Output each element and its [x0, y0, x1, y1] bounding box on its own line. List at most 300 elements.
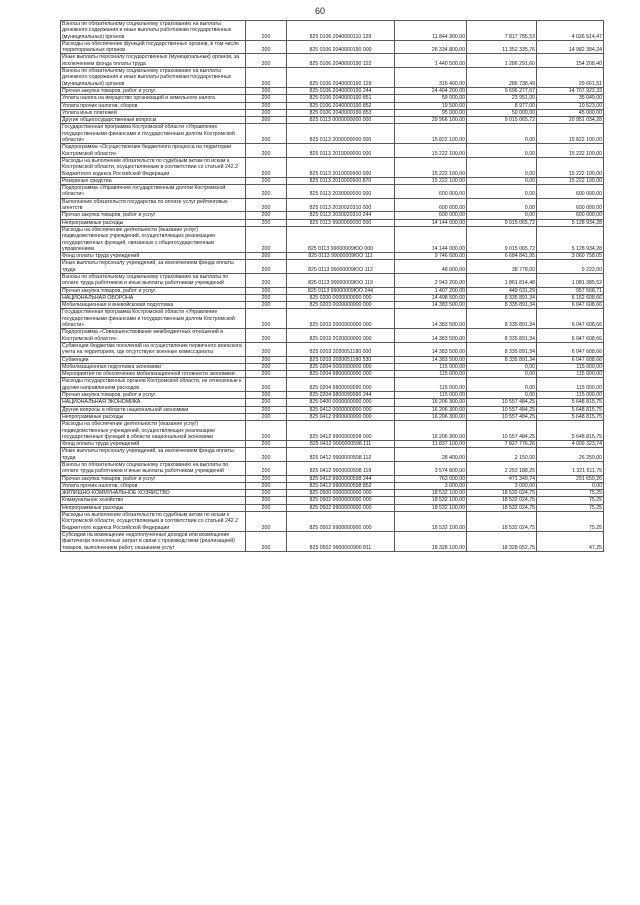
row-code-cell: 200 — [246, 87, 287, 94]
row-executed-cell: 0,00 — [467, 378, 537, 392]
row-code-cell: 200 — [246, 54, 287, 68]
row-name-cell: Резервные средства — [61, 177, 246, 184]
row-balance-cell: 4 009 323,74 — [537, 441, 604, 448]
row-code-cell: 200 — [246, 378, 287, 392]
row-classification-cell: 825 0113 2010000900 870 — [287, 177, 395, 184]
row-classification-cell: 825 0204 9800000000 000 — [287, 371, 395, 378]
row-code-cell: 200 — [246, 421, 287, 441]
row-name-cell: ЖИЛИЩНО-КОММУНАЛЬНОЕ ХОЗЯЙСТВО — [61, 490, 246, 497]
row-classification-cell: 825 0113 2030000000 000 — [287, 185, 395, 199]
row-classification-cell: 825 0113 2010000000 000 — [287, 144, 395, 158]
row-name-cell: Уплата иных платежей — [61, 109, 246, 116]
row-plan-cell: 26 334 800,00 — [395, 40, 467, 54]
row-code-cell: 200 — [246, 406, 287, 413]
row-plan-cell: 763 000,00 — [395, 475, 467, 482]
table-row — [61, 68, 604, 88]
row-executed-cell: 18 532 024,75 — [467, 504, 537, 511]
row-balance-cell: 1 081 385,52 — [537, 273, 604, 287]
row-plan-cell: 1 407 200,00 — [395, 287, 467, 294]
row-code-cell: 200 — [246, 273, 287, 287]
table-row — [61, 413, 604, 420]
table-row — [61, 40, 604, 54]
row-plan-cell: 18 328 100,00 — [395, 531, 467, 551]
row-code-cell: 200 — [246, 226, 287, 252]
row-executed-cell: 11 352 335,76 — [467, 40, 537, 54]
row-executed-cell: 10 557 484,25 — [467, 406, 537, 413]
row-code-cell: 200 — [246, 490, 287, 497]
row-code-cell: 200 — [246, 504, 287, 511]
row-balance-cell: 1 321 611,75 — [537, 462, 604, 476]
row-name-cell: Взносы по обязательному социальному страхованию на выплаты по оплате труда работников и иные выплаты работникам учреждений — [61, 462, 246, 476]
table-row — [61, 512, 604, 532]
row-code-cell: 200 — [246, 302, 287, 309]
row-balance-cell: 957 568,71 — [537, 287, 604, 294]
row-code-cell: 200 — [246, 356, 287, 363]
row-name-cell: Фонд оплаты труда учреждений — [61, 441, 246, 448]
row-code-cell: 200 — [246, 102, 287, 109]
row-executed-cell: 0,00 — [467, 198, 537, 212]
row-executed-cell: 8 335 891,34 — [467, 309, 537, 329]
row-classification-cell: 825 0203 2020000000 000 — [287, 329, 395, 343]
row-executed-cell: 6 684 841,95 — [467, 253, 537, 260]
table-row — [61, 441, 604, 448]
row-executed-cell: 18 328 052,75 — [467, 531, 537, 551]
row-code-cell: 200 — [246, 294, 287, 301]
row-plan-cell: 600 000,00 — [395, 198, 467, 212]
row-plan-cell: 3 000,00 — [395, 482, 467, 489]
row-code-cell: 200 — [246, 253, 287, 260]
row-classification-cell: 825 0502 9900000000 000 — [287, 504, 395, 511]
row-balance-cell: 600 000,00 — [537, 198, 604, 212]
row-balance-cell: 3 060 758,05 — [537, 253, 604, 260]
row-code-cell: 200 — [246, 219, 287, 226]
row-classification-cell: 825 0106 2040000190 129 — [287, 68, 395, 88]
table-row — [61, 21, 604, 41]
row-name-cell: Прочая закупка товаров, работ и услуг — [61, 212, 246, 219]
row-plan-cell: 16 206 300,00 — [395, 413, 467, 420]
row-classification-cell: 825 0113 9900000000 000 — [287, 219, 395, 226]
row-executed-cell: 8 335 891,34 — [467, 342, 537, 356]
table-row — [61, 329, 604, 343]
row-code-cell: 200 — [246, 198, 287, 212]
row-classification-cell: 825 0502 9900000900 811 — [287, 531, 395, 551]
row-code-cell: 200 — [246, 371, 287, 378]
row-code-cell: 200 — [246, 448, 287, 462]
row-name-cell: Взносы по обязательному социальному страхованию на выплаты денежного содержания и иные выплаты работникам государственных (муниципальных) органов — [61, 21, 246, 41]
row-balance-cell: 600 000,00 — [537, 212, 604, 219]
row-plan-cell: 3 574 800,00 — [395, 462, 467, 476]
row-name-cell: Непрограммные расходы — [61, 504, 246, 511]
row-executed-cell: 471 349,74 — [467, 475, 537, 482]
row-classification-cell: 825 0412 9900000598 000 — [287, 421, 395, 441]
row-classification-cell: 825 0113 2030020310 244 — [287, 212, 395, 219]
row-name-cell: Подпрограмма «Совершенствование межбюджетных отношений в Костромской области» — [61, 329, 246, 343]
table-row — [61, 392, 604, 399]
row-balance-cell: 5 128 934,28 — [537, 219, 604, 226]
table-row — [61, 421, 604, 441]
row-code-cell: 200 — [246, 144, 287, 158]
table-row — [61, 109, 604, 116]
row-balance-cell: 26 250,00 — [537, 448, 604, 462]
row-balance-cell: 6 047 608,66 — [537, 329, 604, 343]
row-classification-cell: 825 0400 0000000000 000 — [287, 399, 395, 406]
row-classification-cell: 825 0412 9900000000 000 — [287, 413, 395, 420]
row-name-cell: Мобилизационная и вневойсковая подготовка — [61, 302, 246, 309]
row-classification-cell: 825 0113 99000009ЮО 111 — [287, 253, 395, 260]
row-executed-cell: 8 335 891,34 — [467, 329, 537, 343]
row-balance-cell: 5 648 815,75 — [537, 421, 604, 441]
row-balance-cell: 6 047 608,66 — [537, 309, 604, 329]
row-plan-cell: 18 532 100,00 — [395, 497, 467, 504]
row-executed-cell: 0,00 — [467, 371, 537, 378]
row-balance-cell: 5 648 815,75 — [537, 406, 604, 413]
row-plan-cell: 24 404 200,00 — [395, 87, 467, 94]
row-balance-cell: 115 000,00 — [537, 392, 604, 399]
row-balance-cell: 6 047 608,66 — [537, 342, 604, 356]
row-balance-cell: 5 128 934,28 — [537, 226, 604, 252]
row-balance-cell: 6 047 608,66 — [537, 302, 604, 309]
row-executed-cell: 0,00 — [467, 363, 537, 370]
table-body — [61, 21, 604, 552]
row-executed-cell: 449 631,29 — [467, 287, 537, 294]
row-balance-cell: 115 000,00 — [537, 371, 604, 378]
row-executed-cell: 38 778,00 — [467, 260, 537, 274]
row-code-cell: 200 — [246, 177, 287, 184]
row-code-cell: 200 — [246, 462, 287, 476]
row-classification-cell: 825 0203 2020051180 000 — [287, 342, 395, 356]
row-balance-cell: 9 222,00 — [537, 260, 604, 274]
row-plan-cell: 15 222 100,00 — [395, 144, 467, 158]
row-plan-cell: 28 400,00 — [395, 448, 467, 462]
row-plan-cell: 14 383 500,00 — [395, 356, 467, 363]
row-executed-cell: 1 861 814,48 — [467, 273, 537, 287]
row-code-cell: 200 — [246, 309, 287, 329]
row-executed-cell: 7 817 785,53 — [467, 21, 537, 41]
row-classification-cell: 825 0412 0000000000 000 — [287, 406, 395, 413]
row-executed-cell: 0,00 — [467, 157, 537, 177]
table-row — [61, 87, 604, 94]
row-code-cell: 200 — [246, 68, 287, 88]
row-executed-cell: 286 738,49 — [467, 68, 537, 88]
table-row — [61, 260, 604, 274]
row-balance-cell: 10 523,00 — [537, 102, 604, 109]
row-executed-cell: 0,00 — [467, 185, 537, 199]
budget-execution-table — [60, 20, 604, 552]
row-executed-cell: 8 335 891,34 — [467, 294, 537, 301]
row-name-cell: Прочая закупка товаров, работ и услуг — [61, 392, 246, 399]
row-plan-cell: 11 837 100,00 — [395, 441, 467, 448]
row-classification-cell: 825 0204 9800099990 000 — [287, 378, 395, 392]
table-row — [61, 185, 604, 199]
table-row — [61, 294, 604, 301]
table-row — [61, 497, 604, 504]
row-code-cell: 200 — [246, 329, 287, 343]
table-row — [61, 117, 604, 124]
row-classification-cell: 825 0106 2040000190 244 — [287, 87, 395, 94]
row-name-cell: Уплата прочих налогов, сборов — [61, 102, 246, 109]
row-plan-cell: 48 000,00 — [395, 260, 467, 274]
row-code-cell: 200 — [246, 399, 287, 406]
table-row — [61, 102, 604, 109]
row-executed-cell: 18 532 024,75 — [467, 497, 537, 504]
row-code-cell: 200 — [246, 117, 287, 124]
row-plan-cell: 2 943 200,00 — [395, 273, 467, 287]
row-executed-cell: 0,00 — [467, 177, 537, 184]
row-code-cell: 200 — [246, 212, 287, 219]
row-balance-cell: 115 000,00 — [537, 378, 604, 392]
table-row — [61, 302, 604, 309]
row-executed-cell: 18 532 024,75 — [467, 512, 537, 532]
row-classification-cell: 825 0113 2010000900 000 — [287, 157, 395, 177]
row-plan-cell: 14 383 500,00 — [395, 342, 467, 356]
row-name-cell: Расходы государственных органов Костромской области, не отнесенные к другим направлениям расходов — [61, 378, 246, 392]
row-plan-cell: 29 966 100,00 — [395, 117, 467, 124]
row-plan-cell: 14 144 000,00 — [395, 226, 467, 252]
row-classification-cell: 825 0203 0000000000 000 — [287, 302, 395, 309]
row-plan-cell: 9 746 600,00 — [395, 253, 467, 260]
row-executed-cell: 9 015 065,72 — [467, 117, 537, 124]
row-balance-cell: 5 648 815,75 — [537, 399, 604, 406]
row-classification-cell: 825 0412 9900000598 111 — [287, 441, 395, 448]
row-balance-cell: 15 222 100,00 — [537, 157, 604, 177]
row-classification-cell: 825 0204 0000000000 000 — [287, 363, 395, 370]
row-classification-cell: 825 0113 99000009ЮО 112 — [287, 260, 395, 274]
row-balance-cell: 291 650,26 — [537, 475, 604, 482]
row-code-cell: 200 — [246, 413, 287, 420]
row-balance-cell: 20 951 034,28 — [537, 117, 604, 124]
row-balance-cell: 75,25 — [537, 490, 604, 497]
row-name-cell: Фонд оплаты труда учреждений — [61, 253, 246, 260]
row-plan-cell: 115 000,00 — [395, 363, 467, 370]
row-code-cell: 200 — [246, 95, 287, 102]
row-classification-cell: 825 0502 0000000000 000 — [287, 497, 395, 504]
table-row — [61, 54, 604, 68]
row-classification-cell: 825 0106 2040000190 000 — [287, 40, 395, 54]
row-plan-cell: 95 000,00 — [395, 109, 467, 116]
row-name-cell: Прочая закупка товаров, работ и услуг — [61, 287, 246, 294]
table-row — [61, 253, 604, 260]
row-classification-cell: 825 0113 2000000000 000 — [287, 124, 395, 144]
row-name-cell: Расходы на обеспечение функций государственных органов, в том числе территориальных органов — [61, 40, 246, 54]
row-executed-cell: 10 557 484,25 — [467, 421, 537, 441]
row-executed-cell: 50 000,00 — [467, 109, 537, 116]
row-balance-cell: 600 000,00 — [537, 185, 604, 199]
table-row — [61, 371, 604, 378]
row-balance-cell: 14 982 384,24 — [537, 40, 604, 54]
row-plan-cell: 59 000,00 — [395, 95, 467, 102]
row-executed-cell: 7 827 776,26 — [467, 441, 537, 448]
row-plan-cell: 18 532 100,00 — [395, 504, 467, 511]
row-balance-cell: 6 162 608,66 — [537, 294, 604, 301]
row-plan-cell: 16 206 300,00 — [395, 399, 467, 406]
row-balance-cell: 15 222 100,00 — [537, 177, 604, 184]
row-name-cell: Расходы на выполнение обязательств по судебным актам по искам к Костромской области, осуществляемым в соответствии со статьей 242.2 Бюджетного кодекса Российской Федерации — [61, 512, 246, 532]
row-balance-cell: 4 026 514,47 — [537, 21, 604, 41]
row-name-cell: Мероприятия по обеспечению мобилизационной готовности экономики — [61, 371, 246, 378]
row-plan-cell: 11 844 300,00 — [395, 21, 467, 41]
row-classification-cell: 825 0412 9900000598 112 — [287, 448, 395, 462]
row-code-cell: 200 — [246, 531, 287, 551]
table-row — [61, 287, 604, 294]
row-name-cell: Другие вопросы в области национальной экономики — [61, 406, 246, 413]
row-executed-cell: 2 150,00 — [467, 448, 537, 462]
row-executed-cell: 0,00 — [467, 212, 537, 219]
row-classification-cell: 825 0502 9900000900 000 — [287, 512, 395, 532]
row-classification-cell: 825 0113 99000009ЮО 119 — [287, 273, 395, 287]
row-code-cell: 200 — [246, 512, 287, 532]
row-name-cell: НАЦИОНАЛЬНАЯ ЭКОНОМИКА — [61, 399, 246, 406]
row-executed-cell: 8 977,00 — [467, 102, 537, 109]
row-code-cell: 200 — [246, 287, 287, 294]
row-name-cell: Иные выплаты персоналу государственных (муниципальных) органов, за исключением фонда оплаты труда — [61, 54, 246, 68]
row-classification-cell: 825 0412 9900000598 119 — [287, 462, 395, 476]
row-code-cell: 200 — [246, 40, 287, 54]
row-classification-cell: 825 0106 2040000190 851 — [287, 95, 395, 102]
table-row — [61, 226, 604, 252]
row-code-cell: 200 — [246, 497, 287, 504]
row-plan-cell: 14 383 500,00 — [395, 309, 467, 329]
row-code-cell: 200 — [246, 124, 287, 144]
row-name-cell: Субвенции бюджетам поселений на осуществление первичного воинского учета на территориях, где отсутствуют военные комиссариаты — [61, 342, 246, 356]
row-classification-cell: 825 0113 99000009ЮО 000 — [287, 226, 395, 252]
row-plan-cell: 1 440 500,00 — [395, 54, 467, 68]
table-row — [61, 490, 604, 497]
row-executed-cell: 9 015 065,72 — [467, 226, 537, 252]
row-plan-cell: 600 000,00 — [395, 212, 467, 219]
row-name-cell: Иные выплаты персоналу учреждений, за исключением фонда оплаты труда — [61, 260, 246, 274]
row-name-cell: Подпрограмма «Управление государственным долгом Костромской области» — [61, 185, 246, 199]
row-balance-cell: 14 707 922,33 — [537, 87, 604, 94]
row-plan-cell: 14 383 500,00 — [395, 329, 467, 343]
table-row — [61, 177, 604, 184]
row-name-cell: Прочая закупка товаров, работ и услуг — [61, 87, 246, 94]
row-plan-cell: 600 000,00 — [395, 185, 467, 199]
row-plan-cell: 18 532 100,00 — [395, 512, 467, 532]
table-row — [61, 95, 604, 102]
table-row — [61, 475, 604, 482]
row-executed-cell: 10 557 484,25 — [467, 413, 537, 420]
row-name-cell: Государственная программа Костромской области «Управление государственными финансами и государственным долгом Костромской области» — [61, 124, 246, 144]
table-row — [61, 273, 604, 287]
row-plan-cell: 15 222 100,00 — [395, 157, 467, 177]
table-row — [61, 448, 604, 462]
row-plan-cell: 15 822 100,00 — [395, 124, 467, 144]
row-classification-cell: 825 0203 2020051180 530 — [287, 356, 395, 363]
row-code-cell: 200 — [246, 342, 287, 356]
row-classification-cell: 825 0106 2040000190 853 — [287, 109, 395, 116]
row-executed-cell: 9 696 277,67 — [467, 87, 537, 94]
row-balance-cell: 75,25 — [537, 512, 604, 532]
row-name-cell: Другие общегосударственные вопросы — [61, 117, 246, 124]
row-classification-cell: 825 0412 9900000598 244 — [287, 475, 395, 482]
table-row — [61, 124, 604, 144]
row-name-cell: Государственная программа Костромской области «Управление государственными финансами и государственным долгом Костромской области» — [61, 309, 246, 329]
row-plan-cell: 19 500,00 — [395, 102, 467, 109]
row-classification-cell: 825 0203 2000000000 000 — [287, 309, 395, 329]
table-row — [61, 363, 604, 370]
row-plan-cell: 316 400,00 — [395, 68, 467, 88]
row-name-cell: Расходы на выполнение обязательств по судебным актам по искам к Костромской области, осуществляемым в соответствии со статьей 242.2 Бюджетного кодекса Российской Федерации — [61, 157, 246, 177]
table-row — [61, 406, 604, 413]
row-plan-cell: 14 383 500,00 — [395, 302, 467, 309]
row-balance-cell: 45 000,00 — [537, 109, 604, 116]
row-code-cell: 200 — [246, 363, 287, 370]
table-row — [61, 198, 604, 212]
row-executed-cell: 8 335 891,34 — [467, 356, 537, 363]
row-code-cell: 200 — [246, 475, 287, 482]
row-code-cell: 200 — [246, 21, 287, 41]
row-balance-cell: 115 000,00 — [537, 363, 604, 370]
row-name-cell: Уплата налога на имущество организаций и земельного налога — [61, 95, 246, 102]
table-row — [61, 482, 604, 489]
row-balance-cell: 154 208,40 — [537, 54, 604, 68]
row-balance-cell: 0,00 — [537, 482, 604, 489]
row-plan-cell: 14 498 500,00 — [395, 294, 467, 301]
row-name-cell: Субвенции — [61, 356, 246, 363]
row-name-cell: Подпрограмма «Осуществление бюджетного процесса на территории Костромской области» — [61, 144, 246, 158]
row-name-cell: Расходы на обеспечение деятельности (оказание услуг) подведомственных учреждений, осуществляющих реализацию государственных функций в области национальной экономики — [61, 421, 246, 441]
row-code-cell: 200 — [246, 482, 287, 489]
table-row — [61, 342, 604, 356]
row-plan-cell: 115 000,00 — [395, 392, 467, 399]
row-plan-cell: 14 144 000,00 — [395, 219, 467, 226]
row-name-cell: Прочая закупка товаров, работ и услуг — [61, 475, 246, 482]
table-row — [61, 219, 604, 226]
row-code-cell: 200 — [246, 185, 287, 199]
row-name-cell: Выполнение обязательств государства по оплате услуг рейтинговых агентств — [61, 198, 246, 212]
row-plan-cell: 16 206 300,00 — [395, 406, 467, 413]
row-name-cell: Взносы по обязательному социальному страхованию на выплаты денежного содержания и иные выплаты работникам государственных (муниципальных) органов — [61, 68, 246, 88]
row-classification-cell: 825 0113 2030020310 000 — [287, 198, 395, 212]
page-number: 60 — [314, 6, 325, 16]
row-classification-cell: 825 0204 9800099990 244 — [287, 392, 395, 399]
table-row — [61, 462, 604, 476]
row-classification-cell: 825 0106 2040000110 129 — [287, 21, 395, 41]
row-balance-cell: 5 648 815,75 — [537, 413, 604, 420]
row-name-cell: НАЦИОНАЛЬНАЯ ОБОРОНА — [61, 294, 246, 301]
row-executed-cell: 0,00 — [467, 392, 537, 399]
row-executed-cell: 18 532 024,75 — [467, 490, 537, 497]
row-balance-cell: 15 222 100,00 — [537, 144, 604, 158]
table-row — [61, 399, 604, 406]
row-balance-cell: 75,25 — [537, 504, 604, 511]
row-classification-cell: 825 0113 99000009ЮО 244 — [287, 287, 395, 294]
row-executed-cell: 1 286 291,60 — [467, 54, 537, 68]
row-classification-cell: 825 0500 0000000000 000 — [287, 490, 395, 497]
table-row — [61, 356, 604, 363]
row-balance-cell: 75,25 — [537, 497, 604, 504]
row-code-cell: 200 — [246, 441, 287, 448]
row-executed-cell: 0,00 — [467, 144, 537, 158]
row-name-cell: Субсидии на возмещение недополученных доходов или возмещение фактически понесенных затрат в связи с производством (реализацией) товаров, выполнением работ, оказанием услуг — [61, 531, 246, 551]
row-executed-cell: 23 951,00 — [467, 95, 537, 102]
row-name-cell: Непрограммные расходы — [61, 413, 246, 420]
row-name-cell: Взносы по обязательному социальному страхованию на выплаты по оплате труда работников и иные выплаты работникам учреждений — [61, 273, 246, 287]
row-code-cell: 200 — [246, 260, 287, 274]
row-name-cell: Непрограммные расходы — [61, 219, 246, 226]
row-balance-cell: 47,25 — [537, 531, 604, 551]
row-code-cell: 200 — [246, 392, 287, 399]
row-balance-cell: 29 661,51 — [537, 68, 604, 88]
row-executed-cell: 9 015 065,72 — [467, 219, 537, 226]
row-code-cell: 200 — [246, 109, 287, 116]
row-executed-cell: 3 000,00 — [467, 482, 537, 489]
row-plan-cell: 18 532 100,00 — [395, 490, 467, 497]
row-plan-cell: 16 206 300,00 — [395, 421, 467, 441]
row-plan-cell: 115 000,00 — [395, 378, 467, 392]
row-name-cell: Иные выплаты персоналу учреждений, за исключением фонда оплаты труда — [61, 448, 246, 462]
row-balance-cell: 35 049,00 — [537, 95, 604, 102]
